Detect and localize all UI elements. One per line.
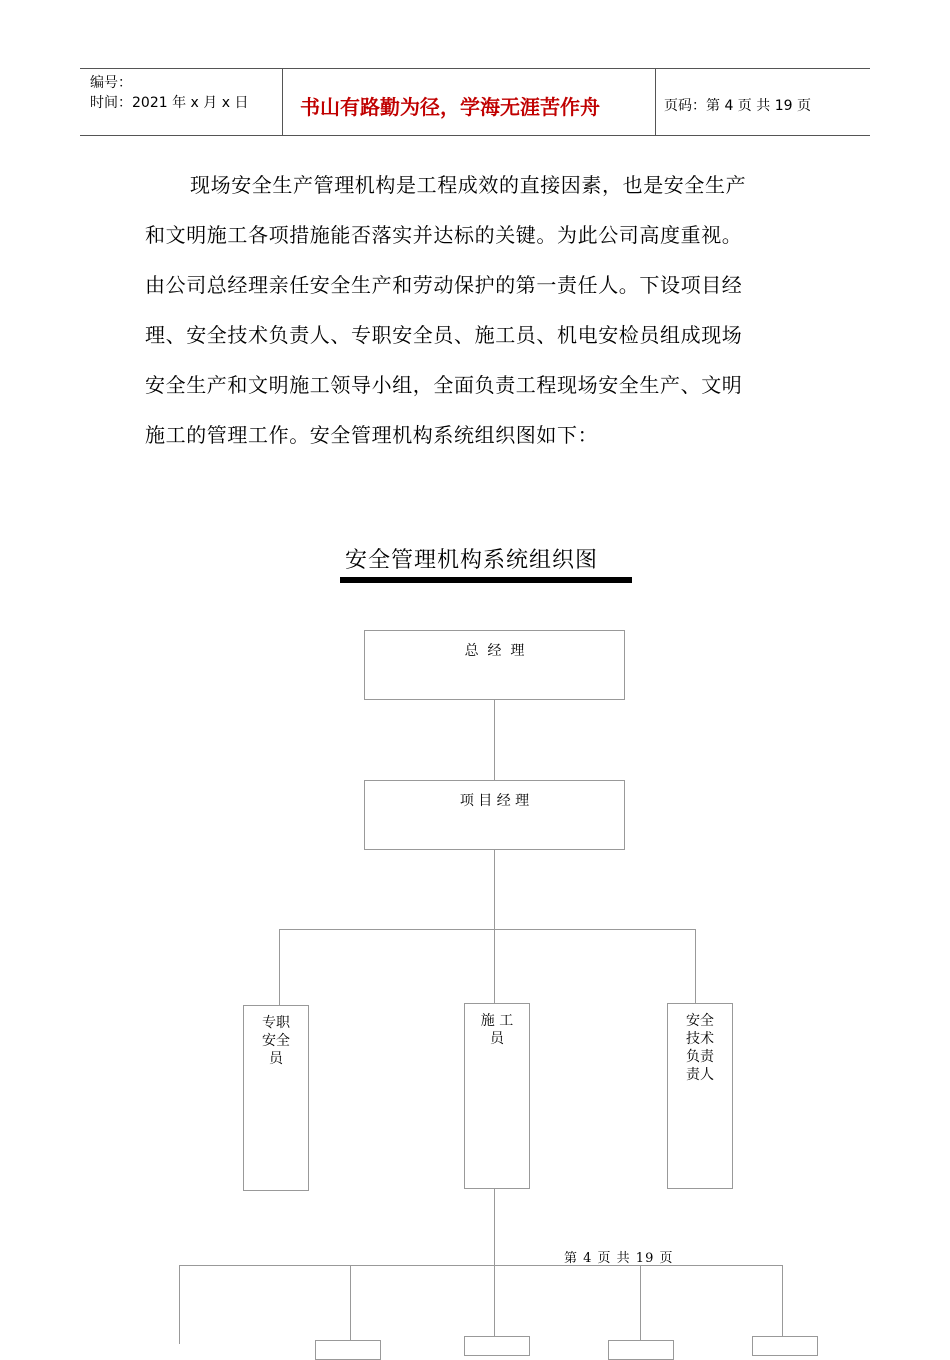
paragraph-line: 施工的管理工作。安全管理机构系统组织图如下：	[145, 423, 599, 447]
general-manager-box	[364, 630, 625, 700]
tech-lead-line: 责人	[686, 1067, 714, 1083]
connector-to-safety-officer	[279, 929, 280, 1005]
header-top-rule	[80, 68, 870, 69]
construction-worker-label	[465, 1012, 529, 1048]
org-chart-title: 安全管理机构系统组织图	[345, 548, 599, 573]
connector-level4-trunk	[494, 1189, 495, 1344]
general-manager-label: 总 经 理	[464, 643, 525, 659]
footer-page-number: 第 4 页 共 19 页	[564, 1251, 674, 1266]
connector-level4-c	[640, 1265, 641, 1341]
paragraph-line: 安全生产和文明施工领导小组，全面负责工程现场安全生产、文明	[145, 373, 743, 397]
serial-label: 编号：	[90, 75, 132, 91]
construction-worker-box	[464, 1003, 530, 1189]
paragraph-line: 和文明施工各项措施能否落实并达标的关键。为此公司高度重视。	[145, 223, 743, 247]
safety-officer-line: 专职	[262, 1015, 290, 1031]
level4-box	[608, 1340, 674, 1360]
header-motto: 书山有路勤为径，学海无涯苦作舟	[300, 95, 600, 119]
construction-worker-line: 员	[490, 1031, 504, 1047]
connector-pm-branch	[494, 850, 495, 930]
level4-box	[752, 1336, 818, 1356]
safety-officer-box	[243, 1005, 309, 1191]
safety-officer-label	[244, 1014, 308, 1068]
level4-box	[464, 1336, 530, 1356]
paragraph-line: 由公司总经理亲任安全生产和劳动保护的第一责任人。下设项目经	[145, 273, 743, 297]
tech-lead-box	[667, 1003, 733, 1189]
body-paragraph	[145, 160, 815, 460]
tech-lead-line: 技术	[686, 1031, 714, 1047]
tech-lead-line: 安全	[686, 1013, 714, 1029]
connector-branch-level4	[179, 1265, 782, 1266]
safety-officer-line: 员	[269, 1051, 283, 1067]
time-label: 时间：2021 年 x 月 x 日	[90, 95, 249, 111]
connector-to-tech-lead	[695, 929, 696, 1003]
header-divider-left	[282, 68, 283, 136]
header-bottom-rule	[80, 135, 870, 136]
project-manager-label: 项 目 经 理	[459, 793, 530, 809]
connector-level4-d	[782, 1265, 783, 1337]
connector-level4-a	[179, 1265, 180, 1344]
page-info: 页码：第 4 页 共 19 页	[664, 98, 811, 114]
tech-lead-line: 负责	[686, 1049, 714, 1065]
connector-gm-pm	[494, 700, 495, 780]
connector-branch-level3	[279, 929, 696, 930]
paragraph-line: 现场安全生产管理机构是工程成效的直接因素，也是安全生产	[190, 173, 747, 197]
project-manager-box	[364, 780, 625, 850]
connector-level4-b	[350, 1265, 351, 1341]
org-chart-title-underline	[340, 577, 632, 583]
header-divider-right	[655, 68, 656, 136]
level4-box	[315, 1340, 381, 1360]
paragraph-line: 理、安全技术负责人、专职安全员、施工员、机电安检员组成现场	[145, 323, 743, 347]
safety-officer-line: 安全	[262, 1033, 290, 1049]
tech-lead-label	[668, 1012, 732, 1084]
connector-to-construction-worker	[494, 929, 495, 1003]
construction-worker-line: 施 工	[480, 1013, 514, 1029]
